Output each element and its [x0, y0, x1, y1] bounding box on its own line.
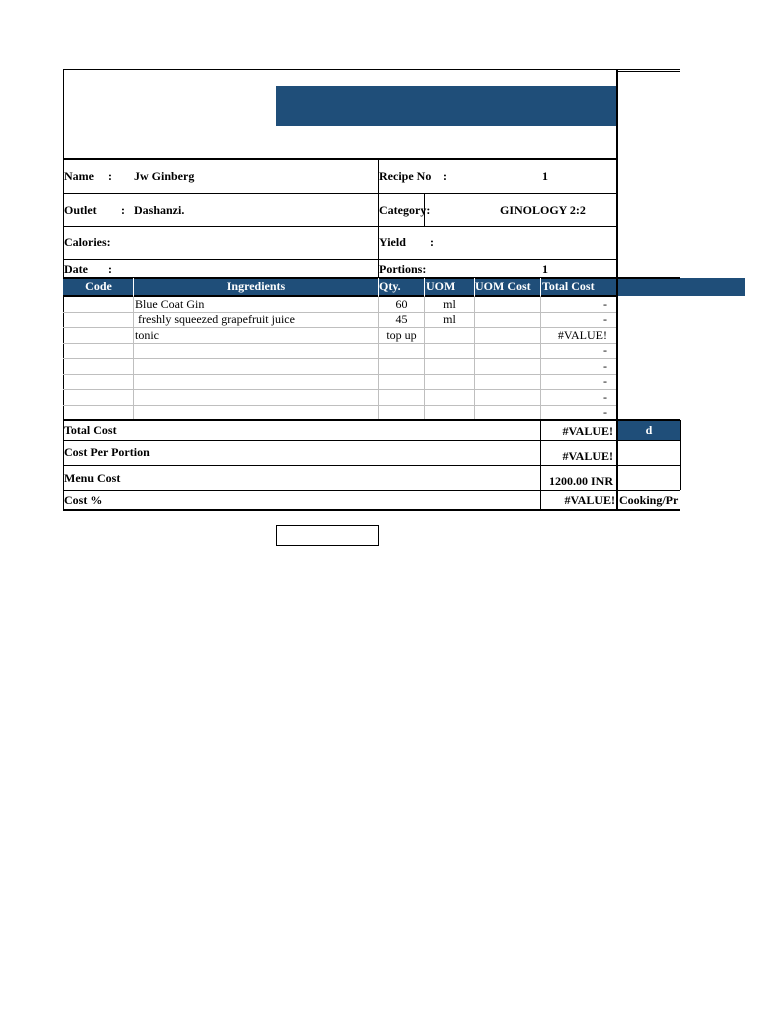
col-header-ingredients: Ingredients: [226, 279, 286, 293]
qty-cell: top up: [386, 327, 417, 342]
portions-value: 1: [542, 262, 548, 276]
header-divider-2: [63, 226, 618, 227]
uom-cell: ml: [443, 296, 456, 311]
summary-line-3: [63, 490, 680, 491]
header-sep-4: [474, 278, 475, 296]
category-label: Category:: [379, 203, 431, 217]
name-colon: :: [108, 169, 112, 183]
summary-top-border: [63, 419, 680, 421]
outlet-colon: :: [121, 203, 125, 217]
col-header-uom: UOM: [426, 279, 456, 293]
total-cost-cell: -: [603, 389, 607, 404]
cost-per-portion-label: Cost Per Portion: [64, 445, 150, 459]
total-cost-cell: -: [603, 405, 607, 419]
header-sep-2: [378, 278, 379, 296]
top-border: [63, 69, 680, 70]
header-divider-top: [63, 158, 618, 160]
total-cost-cell: -: [603, 374, 607, 388]
summary-line-1: [63, 440, 680, 441]
calories-label: Calories:: [64, 235, 111, 249]
total-cost-cell: -: [603, 358, 607, 373]
outlet-value: Dashanzi.: [134, 203, 185, 217]
top-border-2: [618, 71, 680, 72]
side-d-label: d: [645, 423, 653, 437]
total-cost-cell: -: [603, 343, 607, 357]
header-sep-5: [540, 278, 541, 296]
category-value: GINOLOGY 2:2: [500, 203, 586, 217]
right-main-border: [616, 69, 618, 279]
empty-box[interactable]: [276, 525, 379, 546]
side-cooking-label: Cooking/Pr: [619, 493, 679, 507]
grid-hline: [63, 405, 616, 406]
menu-cost-label: Menu Cost: [64, 471, 121, 485]
col-header-uom-cost: UOM Cost: [475, 279, 531, 293]
ingredient-cell: tonic: [135, 327, 159, 342]
col-header-qty: Qty.: [379, 279, 401, 293]
total-cost-cell: -: [603, 296, 607, 311]
recipe-no-value: 1: [542, 169, 548, 183]
header-divider-3: [63, 259, 618, 260]
header-sep-3: [424, 278, 425, 296]
col-header-code: Code: [85, 279, 112, 293]
header-sep-1: [133, 278, 134, 296]
side-right-border: [680, 420, 681, 490]
uom-cell: ml: [443, 312, 456, 326]
yield-label: Yield: [379, 235, 406, 249]
grid-vline: [616, 296, 618, 420]
date-colon: :: [108, 262, 112, 276]
summary-line-2: [63, 465, 680, 466]
ingredient-cell: Blue Coat Gin: [135, 296, 205, 311]
header-divider-1: [63, 193, 618, 194]
qty-cell: 45: [395, 312, 408, 326]
date-label: Date: [64, 262, 88, 276]
grid-hline: [63, 358, 616, 359]
col-header-total-cost: Total Cost: [542, 279, 595, 293]
recipe-no-label: Recipe No: [379, 169, 432, 183]
summary-value-divider: [540, 420, 541, 510]
yield-colon: :: [430, 235, 434, 249]
total-cost-label: Total Cost: [64, 423, 117, 437]
total-cost-value: #VALUE!: [562, 424, 613, 438]
qty-cell: 60: [395, 296, 408, 311]
cost-pct-value: #VALUE!: [564, 493, 615, 507]
recipe-no-colon: :: [443, 169, 447, 183]
outlet-label: Outlet: [64, 203, 97, 217]
grid-hline: [63, 374, 616, 375]
ingredient-cell: freshly squeezed grapefruit juice: [135, 312, 295, 326]
name-label: Name: [64, 169, 94, 183]
total-cost-cell: #VALUE!: [557, 327, 607, 342]
portions-label: Portions:: [379, 262, 427, 276]
total-cost-cell: -: [603, 312, 607, 326]
menu-cost-value: 1200.00 INR: [548, 474, 613, 488]
grid-hline: [63, 389, 616, 390]
name-value: Jw Ginberg: [134, 169, 195, 183]
header-sep-6: [616, 278, 618, 296]
cost-per-portion-value: #VALUE!: [562, 449, 613, 463]
grid-hline: [63, 343, 616, 344]
cost-pct-label: Cost %: [64, 493, 103, 507]
title-banner: [276, 86, 616, 126]
summary-bottom-border: [63, 509, 680, 511]
